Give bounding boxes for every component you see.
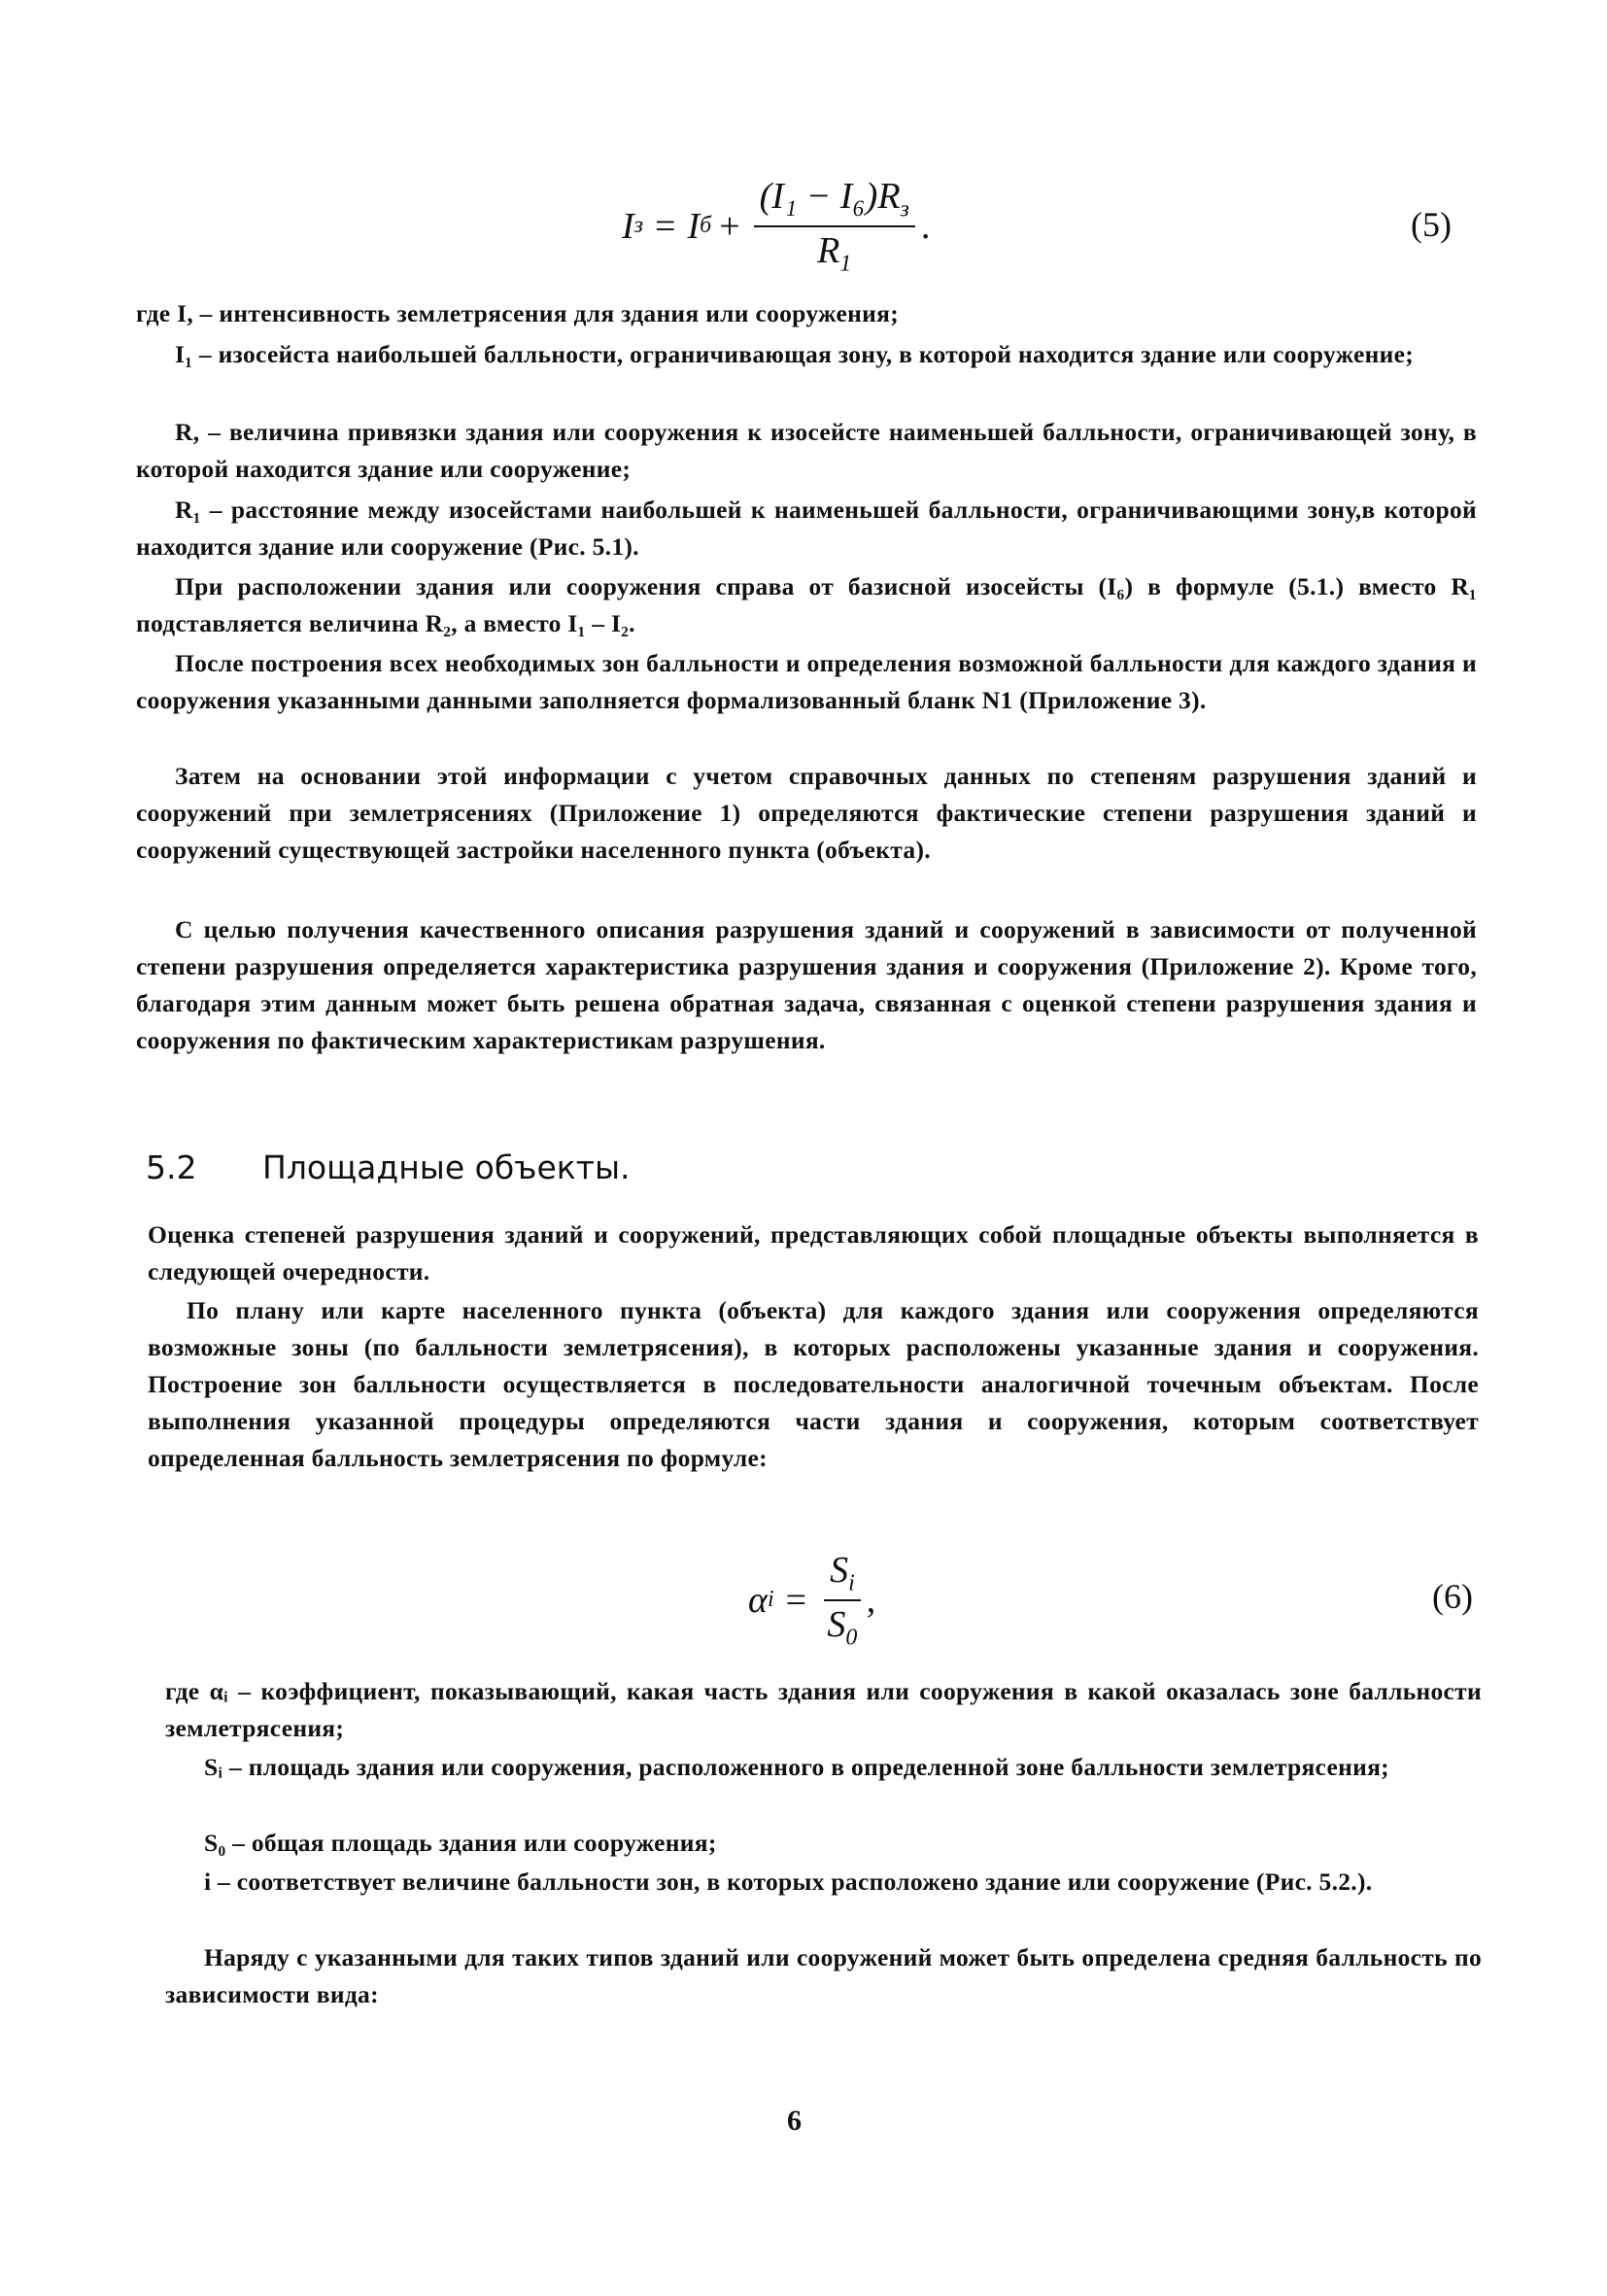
paragraph: Затем на основании этой информации с учетом справочных данных по степеням разрушения зданий и сооружений при землетрясениях (Приложение 1) определяются фактические степени разрушения зданий и сооружений существующей застройки населенного пункта (объекта). [136,762,1477,864]
formula-equals: = [785,1579,807,1621]
numerator-text: S [830,1550,849,1591]
formula-numerator [824,1549,861,1601]
paragraph: Оценка степеней разрушения зданий и сооружений, представляющих собой площадные объекты выполняется в следующей очередности. [148,1220,1479,1285]
equation-number-6: (6) [1432,1577,1473,1616]
paragraph: После построения всех необходимых зон балльности и определения возможной балльности для каждого здания и сооружения указанными данными заполняется формализованный бланк N1 (Приложение 3). [136,649,1477,714]
paragraph: При расположении здания или сооружения справа от базисной изосейсты (I₆) в формуле (5.1.) вместо R₁ подставляется величина R₂, а вместо I₁ – I₂. [136,572,1477,637]
denominator-text: S [827,1603,846,1645]
paragraph: По плану или карте населенного пункта (объекта) для каждого здания или сооружения определяются возможные зоны (по балльности землетрясения), в которых расположены указанные здания и сооружения. Построение зон балльности осуществляется в последовательности аналогичной точечным объектам. После выполнения указанной процедуры определяются части здания и сооружения, которым соответствует определенная балльность землетрясения по формуле: [148,1296,1479,1472]
definition-line: I₁ – изосейста наибольшей балльности, ограничивающая зону, в которой находится здание или сооружение; [175,340,1415,368]
equation-number-5: (5) [1411,205,1452,244]
numerator-text: (I₁ − I₆)R [759,176,901,217]
formula-lhs: I [622,205,634,247]
definition-line: где αᵢ – коэффициент, показывающий, какая часть здания или сооружения в какой оказалась зоне балльности землетрясения; [165,1677,1482,1742]
numerator-sub: i [848,1570,855,1596]
formula-tail: . [920,205,931,247]
formula-term: I [687,205,701,247]
formula-fraction [754,175,915,277]
definition-line: R, – величина привязки здания или сооружения к изосейсте наименьшей балльности, ограничивающей зону, в которой находится здание или сооружение; [136,418,1477,483]
numerator-sub: з [900,196,909,223]
formula-plus: + [719,205,740,247]
denominator-sub: 0 [845,1625,858,1651]
section-heading [146,1148,631,1186]
formula-tail: , [866,1579,876,1621]
formula-6 [748,1549,875,1651]
definition-line: Sᵢ – площадь здания или сооружения, расположенного в определенной зоне балльности землетрясения; [204,1753,1389,1781]
paragraph: Наряду с указанными для таких типов зданий или сооружений может быть определена средняя балльность по зависимости вида: [165,1943,1482,2008]
formula-denominator [817,227,851,278]
formula-term-sub: б [700,213,712,239]
section-number: 5.2 [146,1148,197,1186]
denominator-sub: 1 [839,251,852,277]
denominator-text: R [817,229,840,271]
formula-denominator [827,1601,857,1652]
definition-line: R₁ – расстояние между изосейстами наибольшей к наименьшей балльности, ограничивающими зону,в которой находится здание или сооружение (Рис. 5.1). [136,496,1477,561]
formula-equals: = [655,205,676,247]
formula-lhs-sub: з [633,213,644,239]
formula-numerator [754,175,915,227]
definition-line: i – соответствует величине балльности зон, в которых расположено здание или сооружение (Рис. 5.2.). [204,1868,1373,1896]
formula-fraction [824,1549,861,1651]
paragraph: С целью получения качественного описания разрушения зданий и сооружений в зависимости от полученной степени разрушения определяется характеристика разрушения здания и сооружения (Приложение 2). Кроме того, благодаря этим данным может быть решена обратная задача, связанная с оценкой степени разрушения здания и сооружения по фактическим характеристикам разрушения. [136,915,1477,1054]
formula-5 [622,175,930,277]
formula-lhs-sub: i [767,1587,774,1613]
formula-lhs: α [748,1579,768,1621]
page-number: 6 [787,2105,802,2137]
definition-line: где I, – интенсивность землетрясения для здания или сооружения; [136,299,899,327]
definition-line: S₀ – общая площадь здания или сооружения; [204,1829,717,1857]
section-title: Площадные объекты. [262,1148,631,1186]
